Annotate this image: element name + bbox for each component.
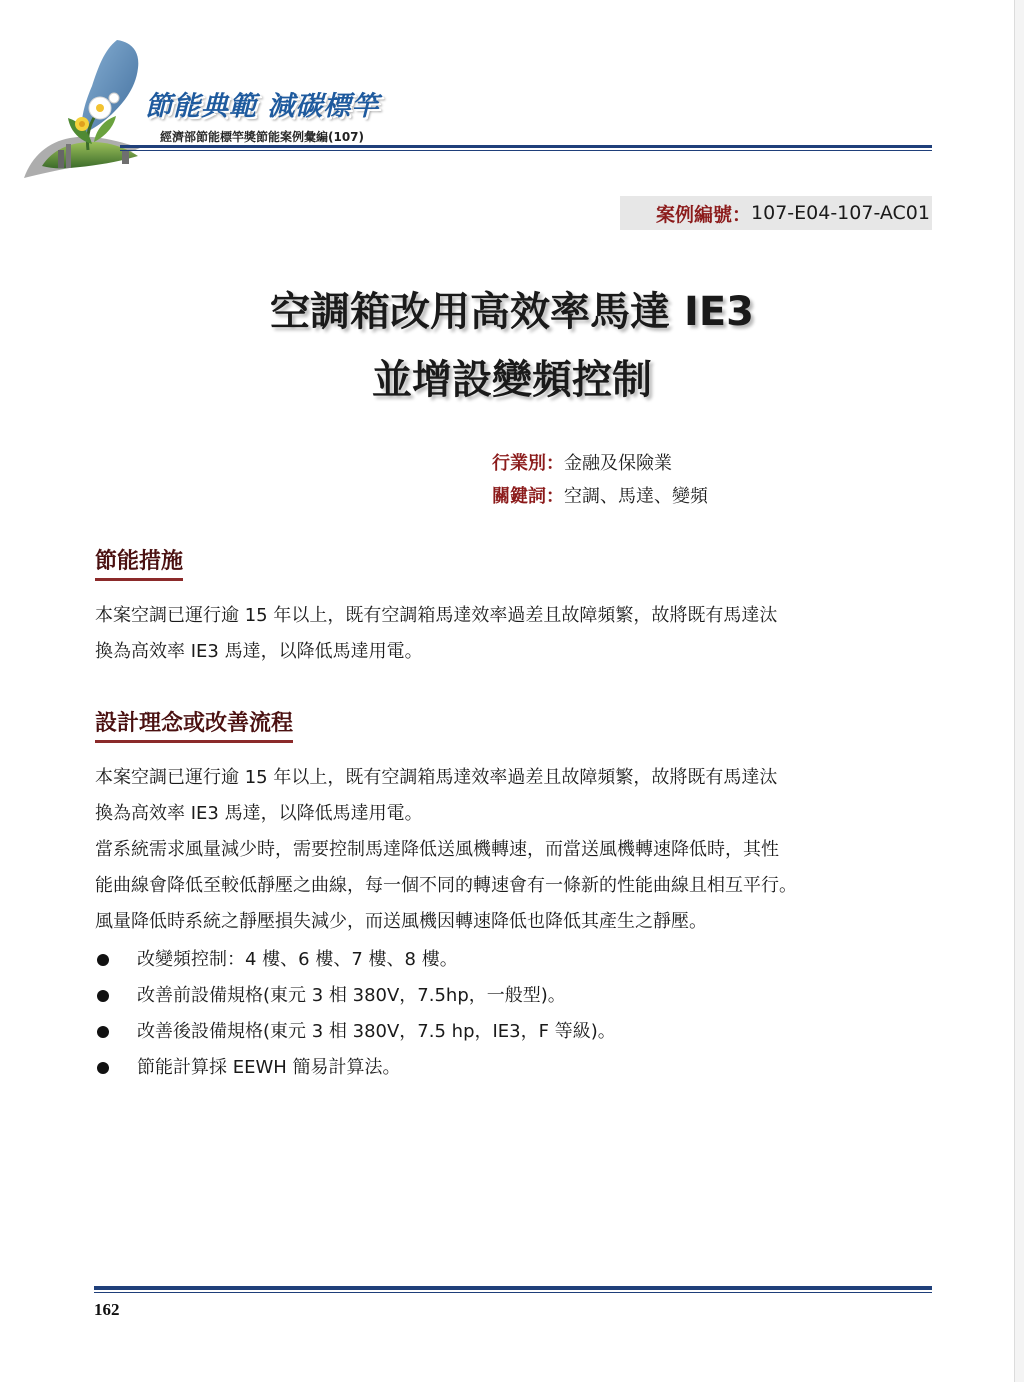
section-design-body: [95, 760, 955, 940]
design-bullet-list: [95, 942, 955, 1086]
list-item: [95, 1014, 955, 1050]
header-rule: [120, 145, 932, 148]
industry-row: [492, 449, 672, 475]
industry-label: 行業別：: [492, 453, 564, 474]
section-heading-measures: 節能措施: [95, 544, 183, 581]
bullet-dot-icon: [97, 954, 109, 966]
list-item: [95, 978, 955, 1014]
section-heading-design: 設計理念或改善流程: [95, 706, 293, 743]
keywords-value: 空調、馬達、變頻: [564, 486, 708, 507]
case-number-value: 107-E04-107-AC01: [751, 202, 930, 224]
case-number-box: [620, 196, 932, 230]
paragraph-line: 風量降低時系統之靜壓損失減少，而送風機因轉速降低也降低其產生之靜壓。: [95, 911, 707, 932]
keywords-label: 關鍵詞：: [492, 486, 564, 507]
bullet-dot-icon: [97, 1062, 109, 1074]
list-item-text: 改善前設備規格(東元 3 相 380V，7.5hp，一般型)。: [137, 985, 566, 1006]
industry-value: 金融及保險業: [564, 453, 672, 474]
list-item: [95, 1050, 955, 1086]
paragraph-line: 能曲線會降低至較低靜壓之曲線，每一個不同的轉速會有一條新的性能曲線且相互平行。: [95, 875, 797, 896]
paragraph-line: 本案空調已運行逾 15 年以上，既有空調箱馬達效率過差且故障頻繁，故將既有馬達汰: [95, 767, 778, 788]
paragraph-line: 當系統需求風量減少時，需要控制馬達降低送風機轉速，而當送風機轉速降低時，其性: [95, 839, 779, 860]
page-edge: [1014, 0, 1024, 1382]
section-measures-body: [95, 598, 955, 670]
header-rule-thin: [120, 150, 932, 151]
list-item-text: 節能計算採 EEWH 簡易計算法。: [137, 1057, 401, 1078]
case-number-label: 案例編號：: [656, 203, 752, 226]
page-title-line2: 並增設變頻控制: [372, 357, 652, 403]
footer-rule: [94, 1286, 932, 1290]
bullet-dot-icon: [97, 990, 109, 1002]
brand-title: 節能典範 減碳標竿: [145, 91, 380, 122]
brand-subtitle: 經濟部節能標竿獎節能案例彙編(107): [160, 130, 365, 144]
paragraph-line: 換為高效率 IE3 馬達，以降低馬達用電。: [95, 641, 423, 662]
list-item-text: 改變頻控制：4 樓、6 樓、7 樓、8 樓。: [137, 949, 458, 970]
footer-rule-thin: [94, 1292, 932, 1293]
page-number: 162: [94, 1300, 120, 1319]
paragraph-line: 本案空調已運行逾 15 年以上，既有空調箱馬達效率過差且故障頻繁，故將既有馬達汰: [95, 605, 778, 626]
list-item: [95, 942, 955, 978]
list-item-text: 改善後設備規格(東元 3 相 380V，7.5 hp，IE3，F 等級)。: [137, 1021, 616, 1042]
bullet-dot-icon: [97, 1026, 109, 1038]
paragraph-line: 換為高效率 IE3 馬達，以降低馬達用電。: [95, 803, 423, 824]
keywords-row: [492, 482, 708, 508]
page-title-line1: 空調箱改用高效率馬達 IE3: [270, 289, 754, 335]
